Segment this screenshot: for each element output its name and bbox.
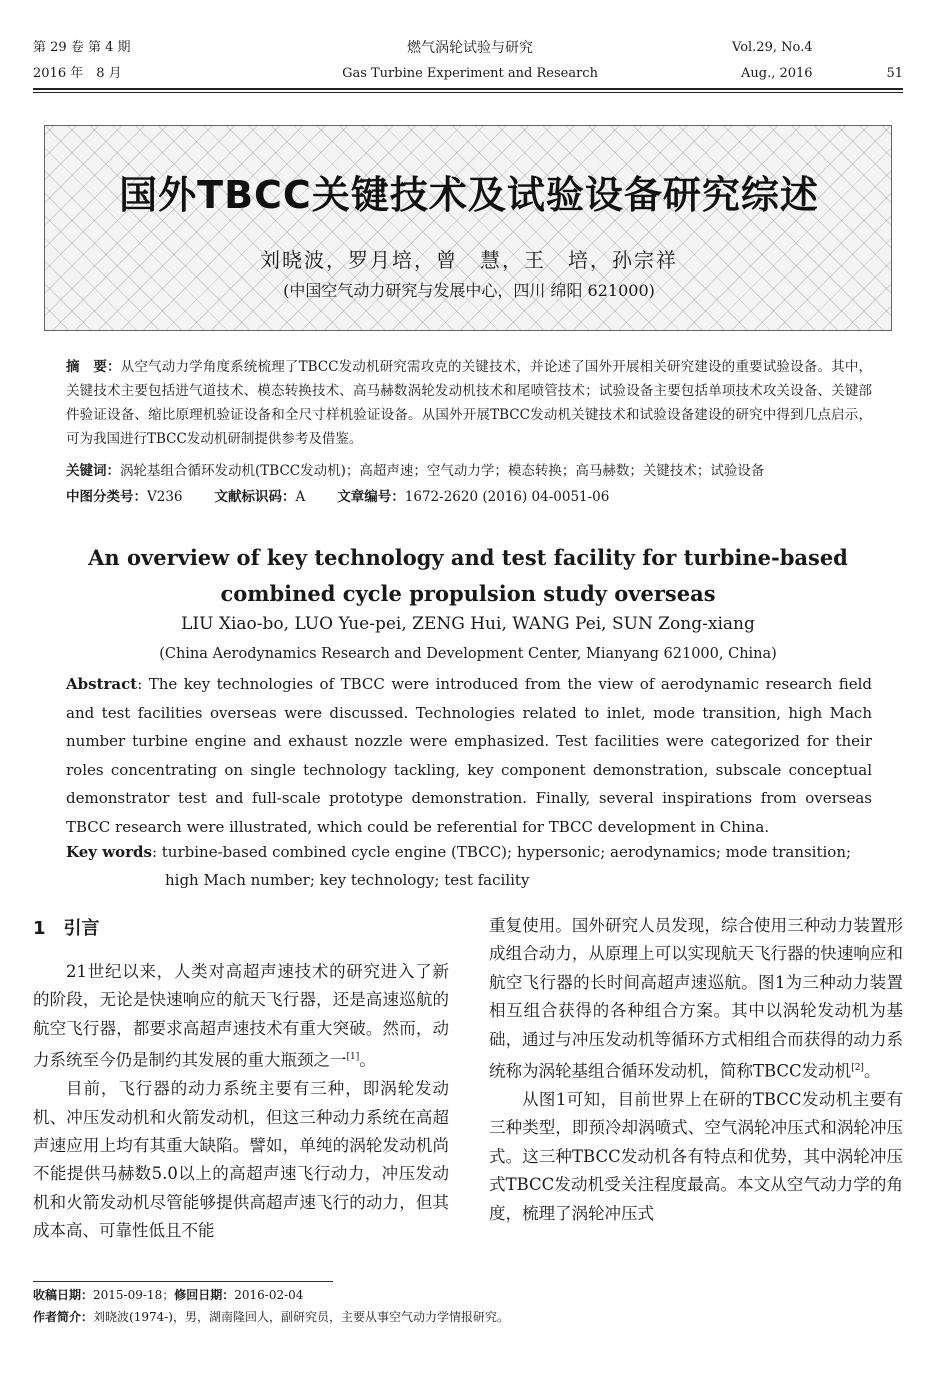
abstract-en-label: Abstract <box>66 675 138 693</box>
paragraph: 从图1可知，目前世界上在研的TBCC发动机主要有三种类型，即预冷却涡喷式、空气涡轮冲压式和涡轮冲压式。这三种TBCC发动机各有特点和优势，其中涡轮冲压式TBCC发动机受关注程度最高。本文从空气动力学的角度，梳理了涡轮冲压式 <box>489 1089 903 1223</box>
keywords-en-line2: high Mach number; key technology; test facility <box>165 871 530 889</box>
revised-label: 修回日期： <box>174 1288 235 1302</box>
article-number-label: 文章编号： <box>337 489 405 505</box>
keywords-en-text-1: : turbine-based combined cycle engine (TBCC); hypersonic; aerodynamics; mode transition; <box>151 843 852 861</box>
received-date: 2015-09-18； <box>93 1288 175 1302</box>
title-cn: 国外TBCC关键技术及试验设备研究综述 <box>119 173 819 217</box>
abstract-cn-label: 摘 要： <box>66 359 121 375</box>
abstract-cn <box>66 355 872 451</box>
author-bio: 刘晓波(1974-)，男，湖南隆回人，副研究员，主要从事空气动力学情报研究。 <box>93 1310 509 1324</box>
revised-date: 2016-02-04 <box>234 1288 304 1302</box>
header-rule-thick <box>33 88 903 90</box>
paragraph <box>489 912 903 1086</box>
abstract-en <box>66 670 872 842</box>
authors-en: LIU Xiao-bo, LUO Yue-pei, ZENG Hui, WANG Pei, SUN Zong-xiang <box>181 614 755 634</box>
paragraph-end: 。 <box>359 1050 376 1070</box>
volume-issue-en: Vol.29, No.4 <box>732 40 813 55</box>
title-banner <box>44 125 892 331</box>
volume-issue-cn: 第 29 卷 第 4 期 <box>33 40 131 55</box>
clc-value: V236 <box>147 489 183 505</box>
footnote-rule <box>33 1281 333 1282</box>
date-cn: 2016 年 8 月 <box>33 66 122 81</box>
journal-name-en: Gas Turbine Experiment and Research <box>342 66 598 81</box>
paragraph-text: 21世纪以来，人类对高超声速技术的研究进入了新的阶段，无论是快速响应的航天飞行器，还是高速巡航的航空飞行器，都要求高超声速技术有重大突破。然而，动力系统至今仍是制约其发展的重大瓶颈之一 <box>33 962 449 1070</box>
page-number: 51 <box>886 66 903 81</box>
left-column <box>33 958 449 1246</box>
clc-label: 中图分类号： <box>66 489 147 505</box>
paragraph: 目前，飞行器的动力系统主要有三种，即涡轮发动机、冲压发动机和火箭发动机，但这三种动力系统在高超声速应用上均有其重大缺陷。譬如，单纯的涡轮发动机尚不能提供马赫数5.0以上的高超声速飞行动力，冲压发动机和火箭发动机尽管能够提供高超声速飞行的动力，但其成本高、可靠性低且不能 <box>33 1079 449 1241</box>
received-label: 收稿日期： <box>33 1288 94 1302</box>
affiliation-cn: (中国空气动力研究与发展中心，四川 绵阳 621000) <box>283 281 655 300</box>
paragraph-text: 重复使用。国外研究人员发现，综合使用三种动力装置形成组合动力，从原理上可以实现航天飞行器的快速响应和航空飞行器的长时间高超声速巡航。图1为三种动力装置相互组合获得的各种组合方案。其中以涡轮发动机为基础，通过与冲压发动机等循环方式相组合而获得的动力系统称为涡轮基组合循环发动机，简称TBCC发动机 <box>489 916 903 1081</box>
classification-line <box>66 485 609 509</box>
section-heading: 1 引言 <box>33 918 100 939</box>
keywords-en-label: Key words <box>66 843 152 861</box>
right-column <box>489 912 903 1228</box>
header-rule-thin <box>33 92 903 93</box>
keywords-cn <box>66 459 872 483</box>
footnote-author <box>33 1308 509 1325</box>
citation-ref: [1] <box>346 1052 360 1063</box>
author-bio-label: 作者简介： <box>33 1310 94 1324</box>
title-en: An overview of key technology and test facility for turbine-based combined cycle propulsion study overseas <box>88 545 848 606</box>
authors-cn: 刘晓波，罗月培，曾 慧，王 培，孙宗祥 <box>260 248 678 272</box>
date-en: Aug., 2016 <box>741 66 813 81</box>
paragraph <box>33 958 449 1075</box>
paragraph-end: 。 <box>863 1061 881 1081</box>
abstract-cn-text: 从空气动力学角度系统梳理了TBCC发动机研究需攻克的关键技术，并论述了国外开展相关研究建设的重要试验设备。其中，关键技术主要包括进气道技术、模态转换技术、高马赫数涡轮发动机技术和尾喷管技术；试验设备主要包括单项技术攻关设备、关键部件验证设备、缩比原理机验证设备和全尺寸样机验证设备。从国外开展TBCC发动机关键技术和试验设备建设的研究中得到几点启示，可为我国进行TBCC发动机研制提供参考及借鉴。 <box>66 359 872 447</box>
abstract-en-text: : The key technologies of TBCC were introduced from the view of aerodynamic research field and test facilities overseas were discussed. Technologies related to inlet, mode transition, high Mach number turbine engine and exhaust nozzle were emphasized. Test facilities were categorized for their roles concentrating on single technology tackling, key component demonstration, subscale conceptual demonstrator test and full-scale prototype demonstration. Finally, several inspirations from overseas TBCC research were illustrated, which could be referential for TBCC development in China. <box>66 675 872 836</box>
doc-code-value: A <box>295 489 306 505</box>
journal-name-cn: 燃气涡轮试验与研究 <box>407 40 533 56</box>
keywords-cn-text: 涡轮基组合循环发动机(TBCC发动机)；高超声速；空气动力学；模态转换；高马赫数；关键技术；试验设备 <box>120 463 765 479</box>
affiliation-en: (China Aerodynamics Research and Development Center, Mianyang 621000, China) <box>159 646 777 662</box>
doc-code-label: 文献标识码： <box>214 489 296 505</box>
citation-ref: [2] <box>851 1063 864 1074</box>
keywords-en-line1 <box>66 843 851 861</box>
footnote-dates <box>33 1286 303 1303</box>
keywords-cn-label: 关键词： <box>66 463 120 479</box>
article-number-value: 1672-2620 (2016) 04-0051-06 <box>404 489 610 505</box>
